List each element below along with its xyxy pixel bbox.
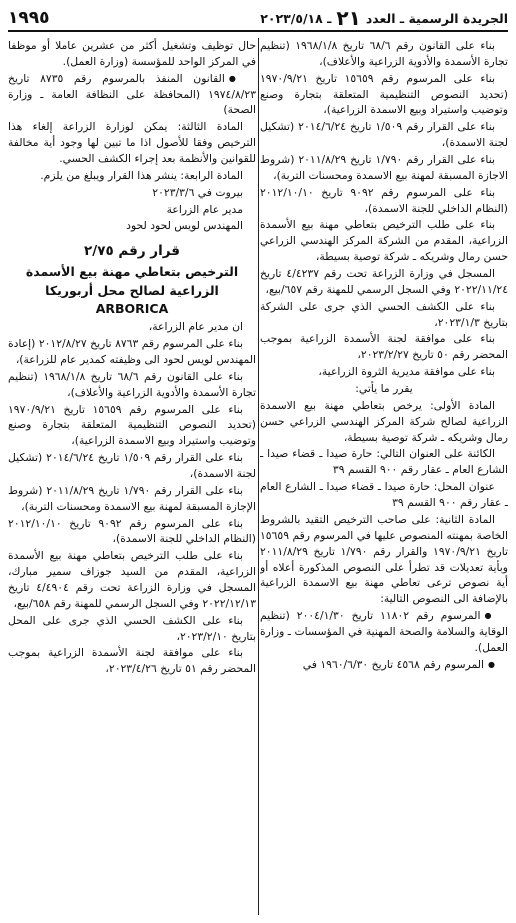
right-column-paragraph: المادة الأولى: يرخص بتعاطي مهنة بيع الاسمدة الزراعية لصالح شركة المركز الهندسي الزراعي حسن رمال وشريكه ـ شركة توصية بسيطة، [260,398,508,444]
right-column [260,38,508,917]
left-column-paragraph: بناء على المرسوم رقم ١٥٦٥٩ تاريخ ١٩٧٠/٩/٢١ (تحديد النصوص التنظيمية المتعلقة بتجارة وصنع وتوضيب واستيراد وبيع الاسمدة الزراعية)، [8,402,256,448]
left-column-paragraph: ● القانون المنفذ بالمرسوم رقم ٨٧٣٥ تاريخ ١٩٧٤/٨/٢٣ (المحافظة على النظافة العامة ـ وزارة الصحة) [8,71,256,119]
left-column-paragraph: بيروت في ٢٠٢٣/٣/٦ [152,185,243,199]
left-column-paragraph: حال توظيف وتشغيل أكثر من عشرين عاملا أو موظفا في المركز الواحد للمؤسسة (وزارة العمل). [8,39,256,68]
right-column-paragraph: عنوان المحل: حارة صيدا ـ قضاء صيدا ـ الشارع العام ـ عقار رقم ٩٠٠ القسم ٣٩ [260,480,508,510]
issue-number: ٢١ [336,6,361,30]
right-column-paragraph: بناء على موافقة لجنة الأسمدة الزراعية بموجب المحضر رقم ٥٠ تاريخ ٢٠٢٣/٢/٢٧، [260,332,508,362]
right-column-paragraph: بناء على موافقة مديرية الثروة الزراعية، [318,365,495,379]
right-column-paragraph: المسجل في وزارة الزراعة تحت رقم ٤/٤٢٣٧ تاريخ ٢٠٢٢/١١/٢٤ وفي السجل الرسمي للمهنة رقم ٦٥٧/بيع، [260,267,508,296]
left-column-paragraph: المادة الرابعة: ينشر هذا القرار ويبلغ من يلزم. [40,168,243,182]
left-column-paragraph: بناء على القرار رقم ١/٥٠٩ تاريخ ٢٠١٤/٦/٢٤ (تشكيل لجنة الاسمدة)، [8,451,256,481]
left-column-paragraph: الترخيص بتعاطي مهنة بيع الأسمدة الزراعية لصالح محل أربوريكا ARBORICA [25,264,239,316]
left-column-paragraph: بناء على موافقة لجنة الأسمدة الزراعية بموجب المحضر رقم ٥١ تاريخ ٢٠٢٣/٤/٢٦، [8,646,256,676]
left-column [8,38,256,917]
left-column-paragraph: المهندس لويس لحود لحود [126,219,243,233]
right-column-paragraph: بناء على القرار رقم ١/٥٠٩ تاريخ ٢٠١٤/٦/٢٤ (تشكيل لجنة الاسمدة)، [260,120,508,150]
left-column-paragraph: بناء على الكشف الحسي الذي جرى على المحل بتاريخ ٢٠٢٣/٢/١٠، [8,613,256,643]
left-column-paragraph: بناء على القانون رقم ٦٨/٦ تاريخ ١٩٦٨/١/٨ (تنظيم تجارة الأسمدة والأدوية الزراعية والأعلاف)، [8,369,256,399]
page-header [8,6,508,32]
gazette-header [260,6,508,30]
left-column-paragraph: بناء على المرسوم رقم ٨٧٦٣ تاريخ ٢٠١٢/٨/٢٧ (إعادة المهندس لويس لحود الى وظيفته كمدير عام للزراعة)، [8,337,256,366]
left-column-paragraph: بناء على طلب الترخيص بتعاطي مهنة بيع الأسمدة الزراعية، المقدم من السيد جوزاف سمير مبارك، المسجل في وزارة الزراعة تحت رقم ٤/٤٩٠٤ تاريخ ٢٠٢٢/١٢/١٣ وفي السجل الرسمي للمهنة رقم ٦٥٨/بيع، [8,549,256,610]
right-column-paragraph: بناء على المرسوم رقم ٩٠٩٢ تاريخ ٢٠١٢/١٠/١٠ (النظام الداخلي للجنة الاسمدة)، [260,185,508,215]
column-divider [258,38,259,915]
page-number: ١٩٩٥ [8,8,50,28]
right-column-paragraph: ● المرسوم رقم ٤٥٦٨ تاريخ ١٩٦٠/٦/٣٠ في [260,657,508,673]
right-column-paragraph: بناء على طلب الترخيص بتعاطي مهنة بيع الأسمدة الزراعية، المقدم من الشركة المركز الهندسي الزراعي حسن رمال وشريكه ـ شركة توصية بسيطة، [260,218,508,264]
left-column-paragraph: مدير عام الزراعة [166,202,243,216]
left-column-paragraph: المادة الثالثة: يمكن لوزارة الزراعة إلغاء هذا الترخيص وفقا للأصول اذا ما تبين لها وجود أية مخالفة للقوانين والأنظمة بعد إجراء الكشف الحسي. [8,120,256,166]
left-column-paragraph: بناء على القرار رقم ١/٧٩٠ تاريخ ٢٠١١/٨/٢٩ (شروط الإجازة المسبقة لمهنة بيع الاسمدة ومحسنات التربة)، [8,483,256,513]
right-column-paragraph: بناء على القرار رقم ١/٧٩٠ تاريخ ٢٠١١/٨/٢٩ (شروط الاجازة المسبقة لمهنة بيع الاسمدة ومحسنات التربة)، [260,153,508,182]
right-column-paragraph: بناء على القانون رقم ٦٨/٦ تاريخ ١٩٦٨/١/٨ (تنظيم تجارة الأسمدة والأدوية الزراعية والأعلاف)، [260,39,508,68]
issue-date: ـ ٢٠٢٣/٥/١٨ [260,10,332,26]
right-column-paragraph: ● المرسوم رقم ١١٨٠٢ تاريخ ٢٠٠٤/١/٣٠ (تنظيم الوقاية والسلامة والصحة المهنية في المؤسسات ـ وزارة العمل). [260,608,508,656]
right-column-paragraph: بناء على الكشف الحسي الذي جرى على الشركة بتاريخ ٢٠٢٣/١/٣، [260,299,508,329]
right-column-paragraph: بناء على المرسوم رقم ١٥٦٥٩ تاريخ ١٩٧٠/٩/٢١ (تحديد النصوص التنظيمية المتعلقة بتجارة وصنع وتوضيب واستيراد وبيع الاسمدة الزراعية)، [260,71,508,117]
right-column-paragraph: يقرر ما يأتي: [355,382,413,396]
left-column-paragraph: بناء على المرسوم رقم ٩٠٩٢ تاريخ ٢٠١٢/١٠/١٠ (النظام الداخلي للجنة الاسمدة)، [8,516,256,546]
left-column-paragraph: قرار رقم ٢/٧٥ [84,243,180,260]
left-column-paragraph: ان مدير عام الزراعة، [148,320,243,334]
right-column-paragraph: الكائنة على العنوان التالي: حارة صيدا ـ قضاء صيدا ـ الشارع العام ـ عقار رقم ٩٠٠ القسم ٣٩ [260,447,508,477]
right-column-paragraph: المادة الثانية: على صاحب الترخيص التقيد بالشروط الخاصة بمهنته المنصوص عليها في المرسوم رقم ١٥٦٥٩ تاريخ ١٩٧٠/٩/٢١ والقرار رقم ١/٧٩٠ تاريخ ٢٠١١/٨/٢٩ وبأية تعديلات قد تطرأ على النصوص المذكورة أعلاه أو أية نصوص ترعى تعاطي مهنة بيع الاسمدة الزراعية بالإضافة الى النصوص التالية: [260,512,508,606]
gazette-name: الجريدة الرسمية ـ العدد [365,10,508,26]
